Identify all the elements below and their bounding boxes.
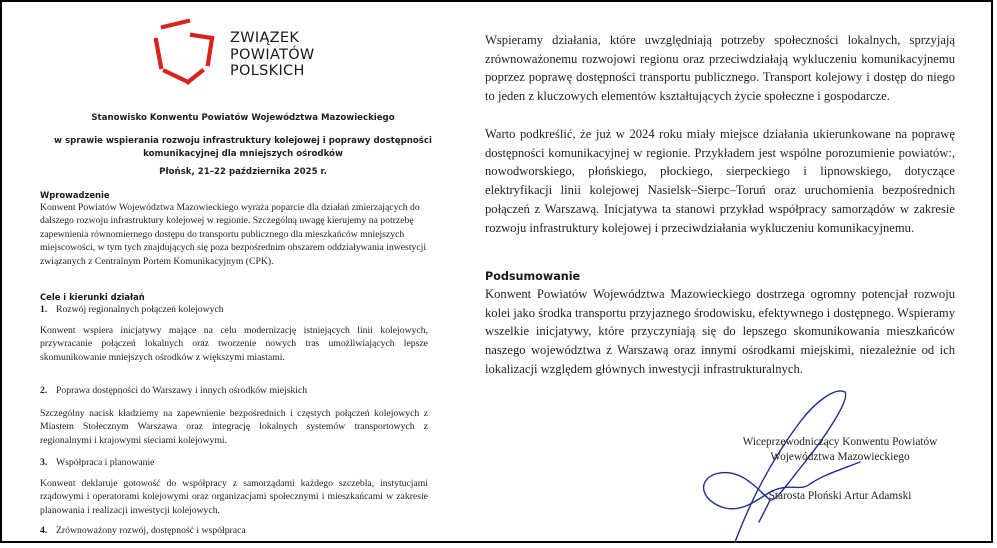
example-paragraph: Warto podkreślić, że już w 2024 roku miały miejsce działania ukierunkowane na poprawę dostępności komunikacyjnej w regionie. Przykładem jest wspólne porozumienie powiatów:, nowodworskiego, płońskiego, płockiego, sierpeckiego i lipnowskiego, dotyczące elektryfikacji linii kolejowej Nasielsk–Sierpc–Toruń oraz uruchomienia bezpośrednich połączeń z Warszawą. Inicjatywa ta stanowi przykład współpracy samorządów w zakresie rozwoju infrastruktury kolejowej i przeciwdziałania wykluczeniu komunikacyjnemu. bbox=[485, 127, 955, 235]
intro-paragraph: Konwent Powiatów Województwa Mazowieckiego wyraża poparcie dla działań zmierzających do dalszego rozwoju infrastruktury kolejowej w regionie. Szczególną uwagę kierujemy na potrzebę zapewnienia równomiernego dostępu do transportu publicznego dla mieszkańców mniejszych miejscowości, w tym tych znajdujących się poza bezpośrednim obszarem oddziaływania inwestycji związanych z Centralnym Portem Komunikacyjnym (CPK). bbox=[40, 202, 427, 267]
signatory-role bbox=[705, 435, 975, 465]
logo-line-3: POLSKICH bbox=[230, 63, 305, 79]
place-date: Płońsk, 21–22 października 2025 r. bbox=[159, 167, 327, 177]
goal-number: 1. bbox=[40, 304, 48, 315]
goals-heading: Cele i kierunki działań bbox=[40, 292, 145, 302]
signatory-role-line-1: Wiceprzewodniczący Konwentu Powiatów bbox=[742, 436, 938, 448]
goal-3-title bbox=[40, 457, 154, 468]
goal-3-paragraph: Konwent deklaruje gotowość do współpracy z samorządami każdego szczebla, instytucjami rządowymi i operatorami kolejowymi oraz organizacjami społecznymi i mieszkańcami w zakresie planowania i realizacji inwestycji kolejowych. bbox=[40, 478, 428, 516]
handwritten-signature-icon bbox=[675, 382, 895, 548]
intro-heading: Wprowadzenie bbox=[40, 190, 110, 200]
goal-number: 4. bbox=[40, 525, 48, 536]
left-page bbox=[38, 2, 448, 545]
pentagon-logo-icon bbox=[152, 16, 222, 88]
goal-title: Rozwój regionalnych połączeń kolejowych bbox=[56, 304, 224, 315]
goal-2-paragraph: Szczególny nacisk kładziemy na zapewnienie bezpośrednich i częstych połączeń kolejowych z Miastem Stołecznym Warszawa oraz integrację lokalnych systemów transportowych z regionalnymi i krajowymi sieciami kolejowymi. bbox=[40, 408, 428, 446]
logo-line-1: ZWIĄZEK bbox=[230, 30, 300, 46]
signatory-role-line-2: Województwa Mazowieckiego bbox=[770, 451, 910, 463]
goal-1-paragraph: Konwent wspiera inicjatywy mające na celu modernizację istniejących linii kolejowych, przywracanie połączeń lokalnych oraz tworzenie nowych tras umożliwiających lepsze skomunikowanie mniejszych ośrodków z większymi miastami. bbox=[40, 325, 428, 363]
goal-1-title bbox=[40, 304, 224, 315]
logo bbox=[152, 16, 352, 88]
summary-heading: Podsumowanie bbox=[485, 270, 581, 283]
subtitle-line-2: komunikacyjnej dla mniejszych ośrodków bbox=[143, 148, 343, 159]
logo-text bbox=[230, 30, 315, 80]
goal-4-title bbox=[40, 525, 246, 536]
support-paragraph: Wspieramy działania, które uwzględniają potrzeby społeczności lokalnych, sprzyjają zrównoważonemu rozwojowi regionu oraz przeciwdziałają wykluczeniu komunikacyjnemu poprzez poprawę dostępności transportu publicznego. Transport kolejowy i dostęp do niego to jeden z kluczowych elementów kształtujących życie społeczne i gospodarcze. bbox=[485, 33, 955, 104]
document-subtitle bbox=[38, 135, 448, 160]
goal-2-title bbox=[40, 385, 307, 396]
signatory-name: Starosta Płoński Artur Adamski bbox=[768, 490, 912, 502]
goal-title: Współpraca i planowanie bbox=[56, 457, 155, 468]
right-page bbox=[485, 2, 955, 545]
goal-title: Poprawa dostępności do Warszawy i innych ośrodków miejskich bbox=[56, 385, 308, 396]
goal-title: Zrównoważony rozwój, dostępność i współpraca bbox=[56, 525, 246, 536]
goal-number: 2. bbox=[40, 385, 48, 396]
subtitle-line-1: w sprawie wspierania rozwoju infrastruktury kolejowej i poprawy dostępności bbox=[54, 136, 432, 146]
logo-line-2: POWIATÓW bbox=[230, 46, 315, 63]
summary-paragraph: Konwent Powiatów Województwa Mazowieckiego dostrzega ogromny potencjał rozwoju kolei jako środka transportu przyjaznego środowisku, efektywnego i dostępnego. Wspieramy wszelkie inicjatywy, które przyczyniają się do lepszego skomunikowania mieszkańców naszego województwa z Warszawą oraz innymi ośrodkami miejskimi, niezależnie od ich lokalizacji względem głównych inwestycji infrastrukturalnych. bbox=[485, 287, 955, 376]
goal-number: 3. bbox=[40, 457, 48, 468]
document-title: Stanowisko Konwentu Powiatów Województwa Mazowieckiego bbox=[91, 113, 395, 123]
